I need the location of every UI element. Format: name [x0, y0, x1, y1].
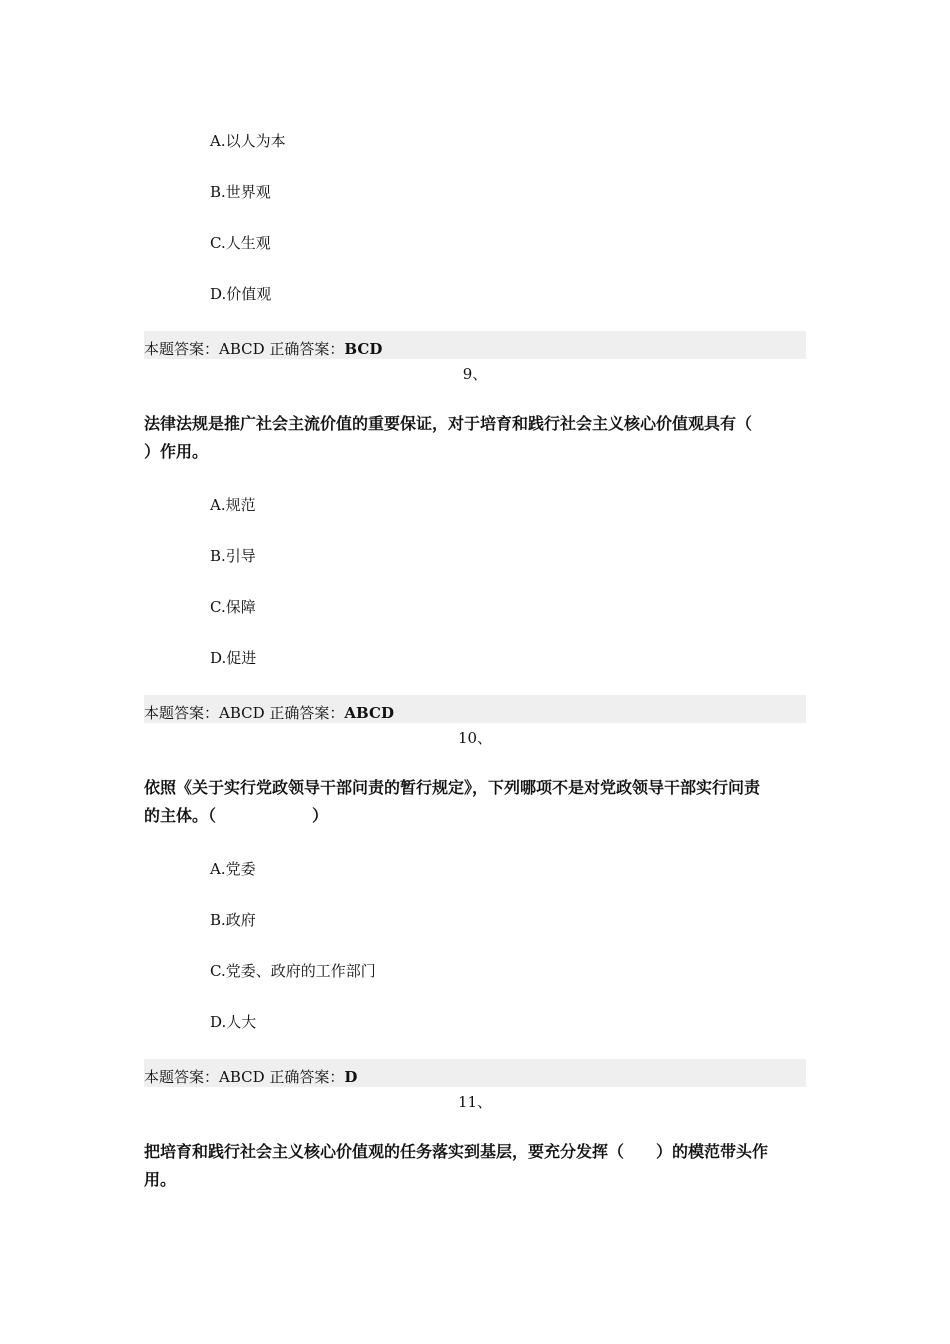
q9-answer-bar: [144, 695, 806, 723]
q9-correct-answer: ABCD: [344, 704, 394, 722]
q9-number: [0, 364, 950, 384]
q11-text-line2: 用。: [144, 1170, 177, 1189]
q8-option-b: B.世界观: [210, 183, 271, 201]
q10-option-b: B.政府: [210, 911, 256, 929]
q9-option-a: A.规范: [210, 496, 256, 514]
q10-correct-answer: D: [344, 1068, 358, 1086]
q11-number-text: 11、: [457, 1093, 493, 1111]
q8-option-c: C.人生观: [210, 234, 271, 252]
q8-answer-line: [144, 339, 382, 359]
q8-option-a: A.以人为本: [210, 132, 286, 150]
q9-answer-label: 本题答案：ABCD 正确答案：: [144, 704, 345, 722]
q9-number-text: 9、: [462, 365, 488, 383]
q10-text-line1: 依照《关于实行党政领导干部问责的暂行规定》，下列哪项不是对党政领导干部实行问责: [144, 778, 761, 797]
q9-option-d: D.促进: [210, 649, 257, 667]
q10-number: [0, 728, 950, 748]
q8-answer-label: 本题答案：ABCD 正确答案：: [144, 340, 345, 358]
q10-option-a: A.党委: [210, 860, 256, 878]
q10-option-d: D.人大: [210, 1013, 257, 1031]
q10-number-text: 10、: [457, 729, 493, 747]
q9-option-c: C.保障: [210, 598, 256, 616]
q11-text-line1: 把培育和践行社会主义核心价值观的任务落实到基层，要充分发挥（ ）的模范带头作: [144, 1142, 769, 1161]
q9-option-b: B.引导: [210, 547, 256, 565]
q10-answer-label: 本题答案：ABCD 正确答案：: [144, 1068, 345, 1086]
q8-option-d: D.价值观: [210, 285, 272, 303]
q9-text-line1: 法律法规是推广社会主流价值的重要保证，对于培育和践行社会主义核心价值观具有（: [144, 414, 753, 433]
q9-answer-line: [144, 703, 394, 723]
q8-answer-bar: [144, 331, 806, 359]
q9-text-line2: ）作用。: [144, 442, 209, 461]
q10-text-line2: 的主体。（ ）: [144, 806, 329, 825]
q8-correct-answer: BCD: [344, 340, 383, 358]
q10-answer-line: [144, 1067, 357, 1087]
q10-option-c: C.党委、政府的工作部门: [210, 962, 376, 980]
q10-answer-bar: [144, 1059, 806, 1087]
q11-number: [0, 1092, 950, 1112]
